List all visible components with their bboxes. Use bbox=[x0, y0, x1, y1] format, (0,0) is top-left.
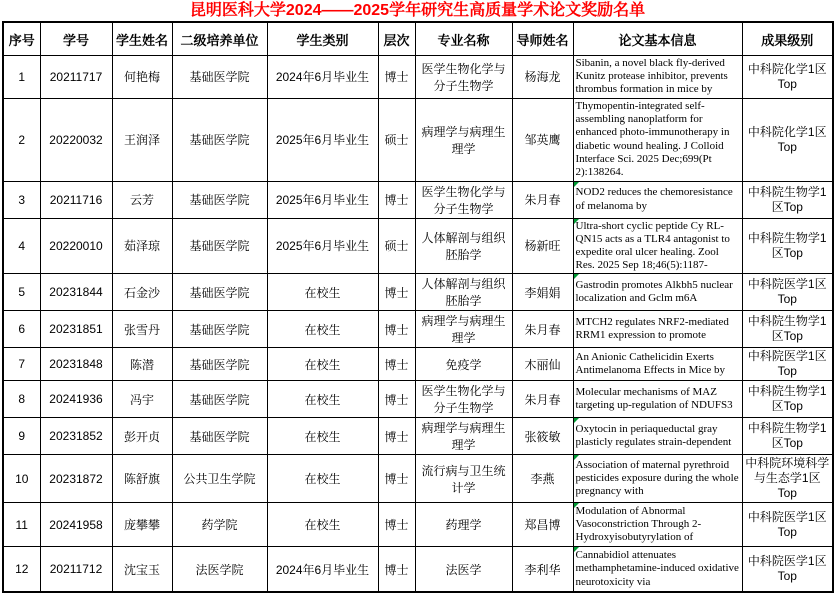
table-row bbox=[3, 547, 833, 592]
cell-degree-level: 博士 bbox=[378, 274, 415, 311]
cell-degree-level: 硕士 bbox=[378, 218, 415, 274]
header-student-id: 学号 bbox=[40, 22, 112, 56]
cell-no: 4 bbox=[3, 218, 40, 274]
cell-training-unit: 基础医学院 bbox=[172, 181, 267, 218]
table-row bbox=[3, 503, 833, 547]
cell-major: 病理学与病理生理学 bbox=[415, 418, 512, 455]
cell-student-name: 陈舒旗 bbox=[112, 455, 172, 503]
table-row bbox=[3, 218, 833, 274]
cell-student-category: 2024年6月毕业生 bbox=[267, 56, 378, 99]
cell-achievement-grade: 中科院医学1区 Top bbox=[742, 503, 833, 547]
cell-no: 2 bbox=[3, 98, 40, 181]
cell-major: 医学生物化学与分子生物学 bbox=[415, 56, 512, 99]
cell-degree-level: 博士 bbox=[378, 311, 415, 348]
cell-no: 7 bbox=[3, 348, 40, 381]
cell-paper-info: Oxytocin in periaqueductal gray plasticly regulates strain-dependent bbox=[573, 418, 742, 455]
cell-student-category: 2025年6月毕业生 bbox=[267, 218, 378, 274]
cell-achievement-grade: 中科院生物学1区Top bbox=[742, 381, 833, 418]
cell-paper-info: Thymopentin-integrated self-assembling nanoplatform for enhanced photo-immunotherapy in diabetic wound healing. J Colloid Interface Sci. 2025 Dec;699(Pt 2):138264. bbox=[573, 98, 742, 181]
cell-supervisor: 李燕 bbox=[512, 455, 573, 503]
cell-major: 流行病与卫生统计学 bbox=[415, 455, 512, 503]
cell-student-id: 20211712 bbox=[40, 547, 112, 592]
cell-achievement-grade: 中科院医学1区 Top bbox=[742, 348, 833, 381]
cell-major: 药理学 bbox=[415, 503, 512, 547]
cell-major: 医学生物化学与分子生物学 bbox=[415, 381, 512, 418]
cell-paper-info: Cannabidiol attenuates methamphetamine-induced oxidative neurotoxicity via bbox=[573, 547, 742, 592]
cell-student-category: 在校生 bbox=[267, 348, 378, 381]
cell-no: 6 bbox=[3, 311, 40, 348]
table-row bbox=[3, 311, 833, 348]
cell-student-name: 石金沙 bbox=[112, 274, 172, 311]
cell-student-id: 20211716 bbox=[40, 181, 112, 218]
cell-degree-level: 博士 bbox=[378, 348, 415, 381]
cell-training-unit: 基础医学院 bbox=[172, 381, 267, 418]
cell-supervisor: 朱月春 bbox=[512, 181, 573, 218]
cell-achievement-grade: 中科院生物学1区Top bbox=[742, 218, 833, 274]
cell-paper-info: Sibanin, a novel black fly-derived Kunitz protease inhibitor, prevents thrombus formation in mice by bbox=[573, 56, 742, 99]
cell-no: 3 bbox=[3, 181, 40, 218]
cell-degree-level: 博士 bbox=[378, 503, 415, 547]
cell-no: 1 bbox=[3, 56, 40, 99]
cell-achievement-grade: 中科院化学1区 Top bbox=[742, 56, 833, 99]
award-table bbox=[2, 21, 834, 593]
cell-supervisor: 李娟娟 bbox=[512, 274, 573, 311]
table-header-row bbox=[3, 22, 833, 56]
cell-no: 10 bbox=[3, 455, 40, 503]
cell-degree-level: 博士 bbox=[378, 381, 415, 418]
cell-achievement-grade: 中科院医学1区 Top bbox=[742, 547, 833, 592]
cell-student-id: 20231844 bbox=[40, 274, 112, 311]
cell-training-unit: 基础医学院 bbox=[172, 98, 267, 181]
header-training-unit: 二级培养单位 bbox=[172, 22, 267, 56]
cell-student-id: 20220032 bbox=[40, 98, 112, 181]
cell-degree-level: 博士 bbox=[378, 547, 415, 592]
cell-supervisor: 朱月春 bbox=[512, 311, 573, 348]
cell-student-name: 彭开贞 bbox=[112, 418, 172, 455]
cell-student-name: 沈宝玉 bbox=[112, 547, 172, 592]
cell-major: 医学生物化学与分子生物学 bbox=[415, 181, 512, 218]
cell-degree-level: 博士 bbox=[378, 181, 415, 218]
cell-major: 免疫学 bbox=[415, 348, 512, 381]
cell-supervisor: 朱月春 bbox=[512, 381, 573, 418]
cell-student-name: 王润泽 bbox=[112, 98, 172, 181]
cell-no: 9 bbox=[3, 418, 40, 455]
cell-supervisor: 木丽仙 bbox=[512, 348, 573, 381]
cell-supervisor: 杨新旺 bbox=[512, 218, 573, 274]
cell-achievement-grade: 中科院生物学1区Top bbox=[742, 418, 833, 455]
header-student-category: 学生类别 bbox=[267, 22, 378, 56]
header-major: 专业名称 bbox=[415, 22, 512, 56]
cell-student-name: 陈潜 bbox=[112, 348, 172, 381]
page-title: 昆明医科大学2024——2025学年研究生高质量学术论文奖励名单 bbox=[189, 2, 646, 19]
cell-student-category: 2024年6月毕业生 bbox=[267, 547, 378, 592]
cell-student-category: 在校生 bbox=[267, 503, 378, 547]
cell-student-name: 云芳 bbox=[112, 181, 172, 218]
cell-supervisor: 邹英鹰 bbox=[512, 98, 573, 181]
cell-paper-info: MTCH2 regulates NRF2-mediated RRM1 expression to promote bbox=[573, 311, 742, 348]
cell-training-unit: 基础医学院 bbox=[172, 418, 267, 455]
table-row bbox=[3, 181, 833, 218]
cell-no: 5 bbox=[3, 274, 40, 311]
cell-paper-info: Modulation of Abnormal Vasoconstriction Through 2-Hydroxyisobutyrylation of bbox=[573, 503, 742, 547]
cell-paper-info: Molecular mechanisms of MAZ targeting up-regulation of NDUFS3 bbox=[573, 381, 742, 418]
cell-no: 11 bbox=[3, 503, 40, 547]
cell-major: 病理学与病理生理学 bbox=[415, 98, 512, 181]
cell-supervisor: 李利华 bbox=[512, 547, 573, 592]
cell-student-id: 20241936 bbox=[40, 381, 112, 418]
cell-student-category: 在校生 bbox=[267, 381, 378, 418]
cell-paper-info: An Anionic Cathelicidin Exerts Antimelanoma Effects in Mice by bbox=[573, 348, 742, 381]
cell-achievement-grade: 中科院生物学1区Top bbox=[742, 311, 833, 348]
header-paper-info: 论文基本信息 bbox=[573, 22, 742, 56]
header-student-name: 学生姓名 bbox=[112, 22, 172, 56]
cell-student-category: 在校生 bbox=[267, 274, 378, 311]
cell-no: 12 bbox=[3, 547, 40, 592]
table-row bbox=[3, 98, 833, 181]
cell-training-unit: 公共卫生学院 bbox=[172, 455, 267, 503]
cell-degree-level: 博士 bbox=[378, 56, 415, 99]
cell-training-unit: 药学院 bbox=[172, 503, 267, 547]
header-supervisor: 导师姓名 bbox=[512, 22, 573, 56]
table-body bbox=[3, 56, 833, 592]
cell-supervisor: 张筱敏 bbox=[512, 418, 573, 455]
cell-supervisor: 杨海龙 bbox=[512, 56, 573, 99]
cell-student-id: 20220010 bbox=[40, 218, 112, 274]
cell-student-id: 20211717 bbox=[40, 56, 112, 99]
cell-achievement-grade: 中科院环境科学与生态学1区Top bbox=[742, 455, 833, 503]
cell-paper-info: Association of maternal pyrethroid pesticides exposure during the whole pregnancy with bbox=[573, 455, 742, 503]
cell-paper-info: NOD2 reduces the chemoresistance of melanoma by bbox=[573, 181, 742, 218]
header-degree-level: 层次 bbox=[378, 22, 415, 56]
table-row bbox=[3, 56, 833, 99]
cell-degree-level: 硕士 bbox=[378, 98, 415, 181]
cell-achievement-grade: 中科院医学1区 Top bbox=[742, 274, 833, 311]
cell-degree-level: 博士 bbox=[378, 455, 415, 503]
cell-major: 人体解剖与组织胚胎学 bbox=[415, 218, 512, 274]
cell-degree-level: 博士 bbox=[378, 418, 415, 455]
cell-student-id: 20231848 bbox=[40, 348, 112, 381]
cell-student-id: 20241958 bbox=[40, 503, 112, 547]
cell-student-name: 张雪丹 bbox=[112, 311, 172, 348]
cell-training-unit: 基础医学院 bbox=[172, 311, 267, 348]
table-row bbox=[3, 348, 833, 381]
cell-student-category: 2025年6月毕业生 bbox=[267, 98, 378, 181]
cell-achievement-grade: 中科院化学1区 Top bbox=[742, 98, 833, 181]
cell-student-category: 在校生 bbox=[267, 455, 378, 503]
cell-student-name: 何艳梅 bbox=[112, 56, 172, 99]
cell-student-id: 20231872 bbox=[40, 455, 112, 503]
cell-major: 法医学 bbox=[415, 547, 512, 592]
cell-student-category: 在校生 bbox=[267, 311, 378, 348]
cell-major: 病理学与病理生理学 bbox=[415, 311, 512, 348]
header-achievement-grade: 成果级别 bbox=[742, 22, 833, 56]
cell-student-name: 茹泽琼 bbox=[112, 218, 172, 274]
cell-achievement-grade: 中科院生物学1区Top bbox=[742, 181, 833, 218]
cell-student-category: 2025年6月毕业生 bbox=[267, 181, 378, 218]
table-row bbox=[3, 381, 833, 418]
cell-student-name: 庞攀攀 bbox=[112, 503, 172, 547]
cell-student-id: 20231851 bbox=[40, 311, 112, 348]
cell-training-unit: 基础医学院 bbox=[172, 348, 267, 381]
cell-training-unit: 法医学院 bbox=[172, 547, 267, 592]
cell-student-category: 在校生 bbox=[267, 418, 378, 455]
table-row bbox=[3, 455, 833, 503]
cell-paper-info: Gastrodin promotes Alkbh5 nuclear localization and Gclm m6A bbox=[573, 274, 742, 311]
cell-student-name: 冯宇 bbox=[112, 381, 172, 418]
cell-training-unit: 基础医学院 bbox=[172, 218, 267, 274]
cell-training-unit: 基础医学院 bbox=[172, 56, 267, 99]
cell-paper-info: Ultra-short cyclic peptide Cy RL-QN15 acts as a TLR4 antagonist to expedite oral ulcer healing. Zool Res. 2025 Sep 18;46(5):1187- bbox=[573, 218, 742, 274]
header-no: 序号 bbox=[3, 22, 40, 56]
table-row bbox=[3, 274, 833, 311]
cell-student-id: 20231852 bbox=[40, 418, 112, 455]
table-row bbox=[3, 418, 833, 455]
cell-supervisor: 郑昌博 bbox=[512, 503, 573, 547]
cell-no: 8 bbox=[3, 381, 40, 418]
cell-major: 人体解剖与组织胚胎学 bbox=[415, 274, 512, 311]
cell-training-unit: 基础医学院 bbox=[172, 274, 267, 311]
